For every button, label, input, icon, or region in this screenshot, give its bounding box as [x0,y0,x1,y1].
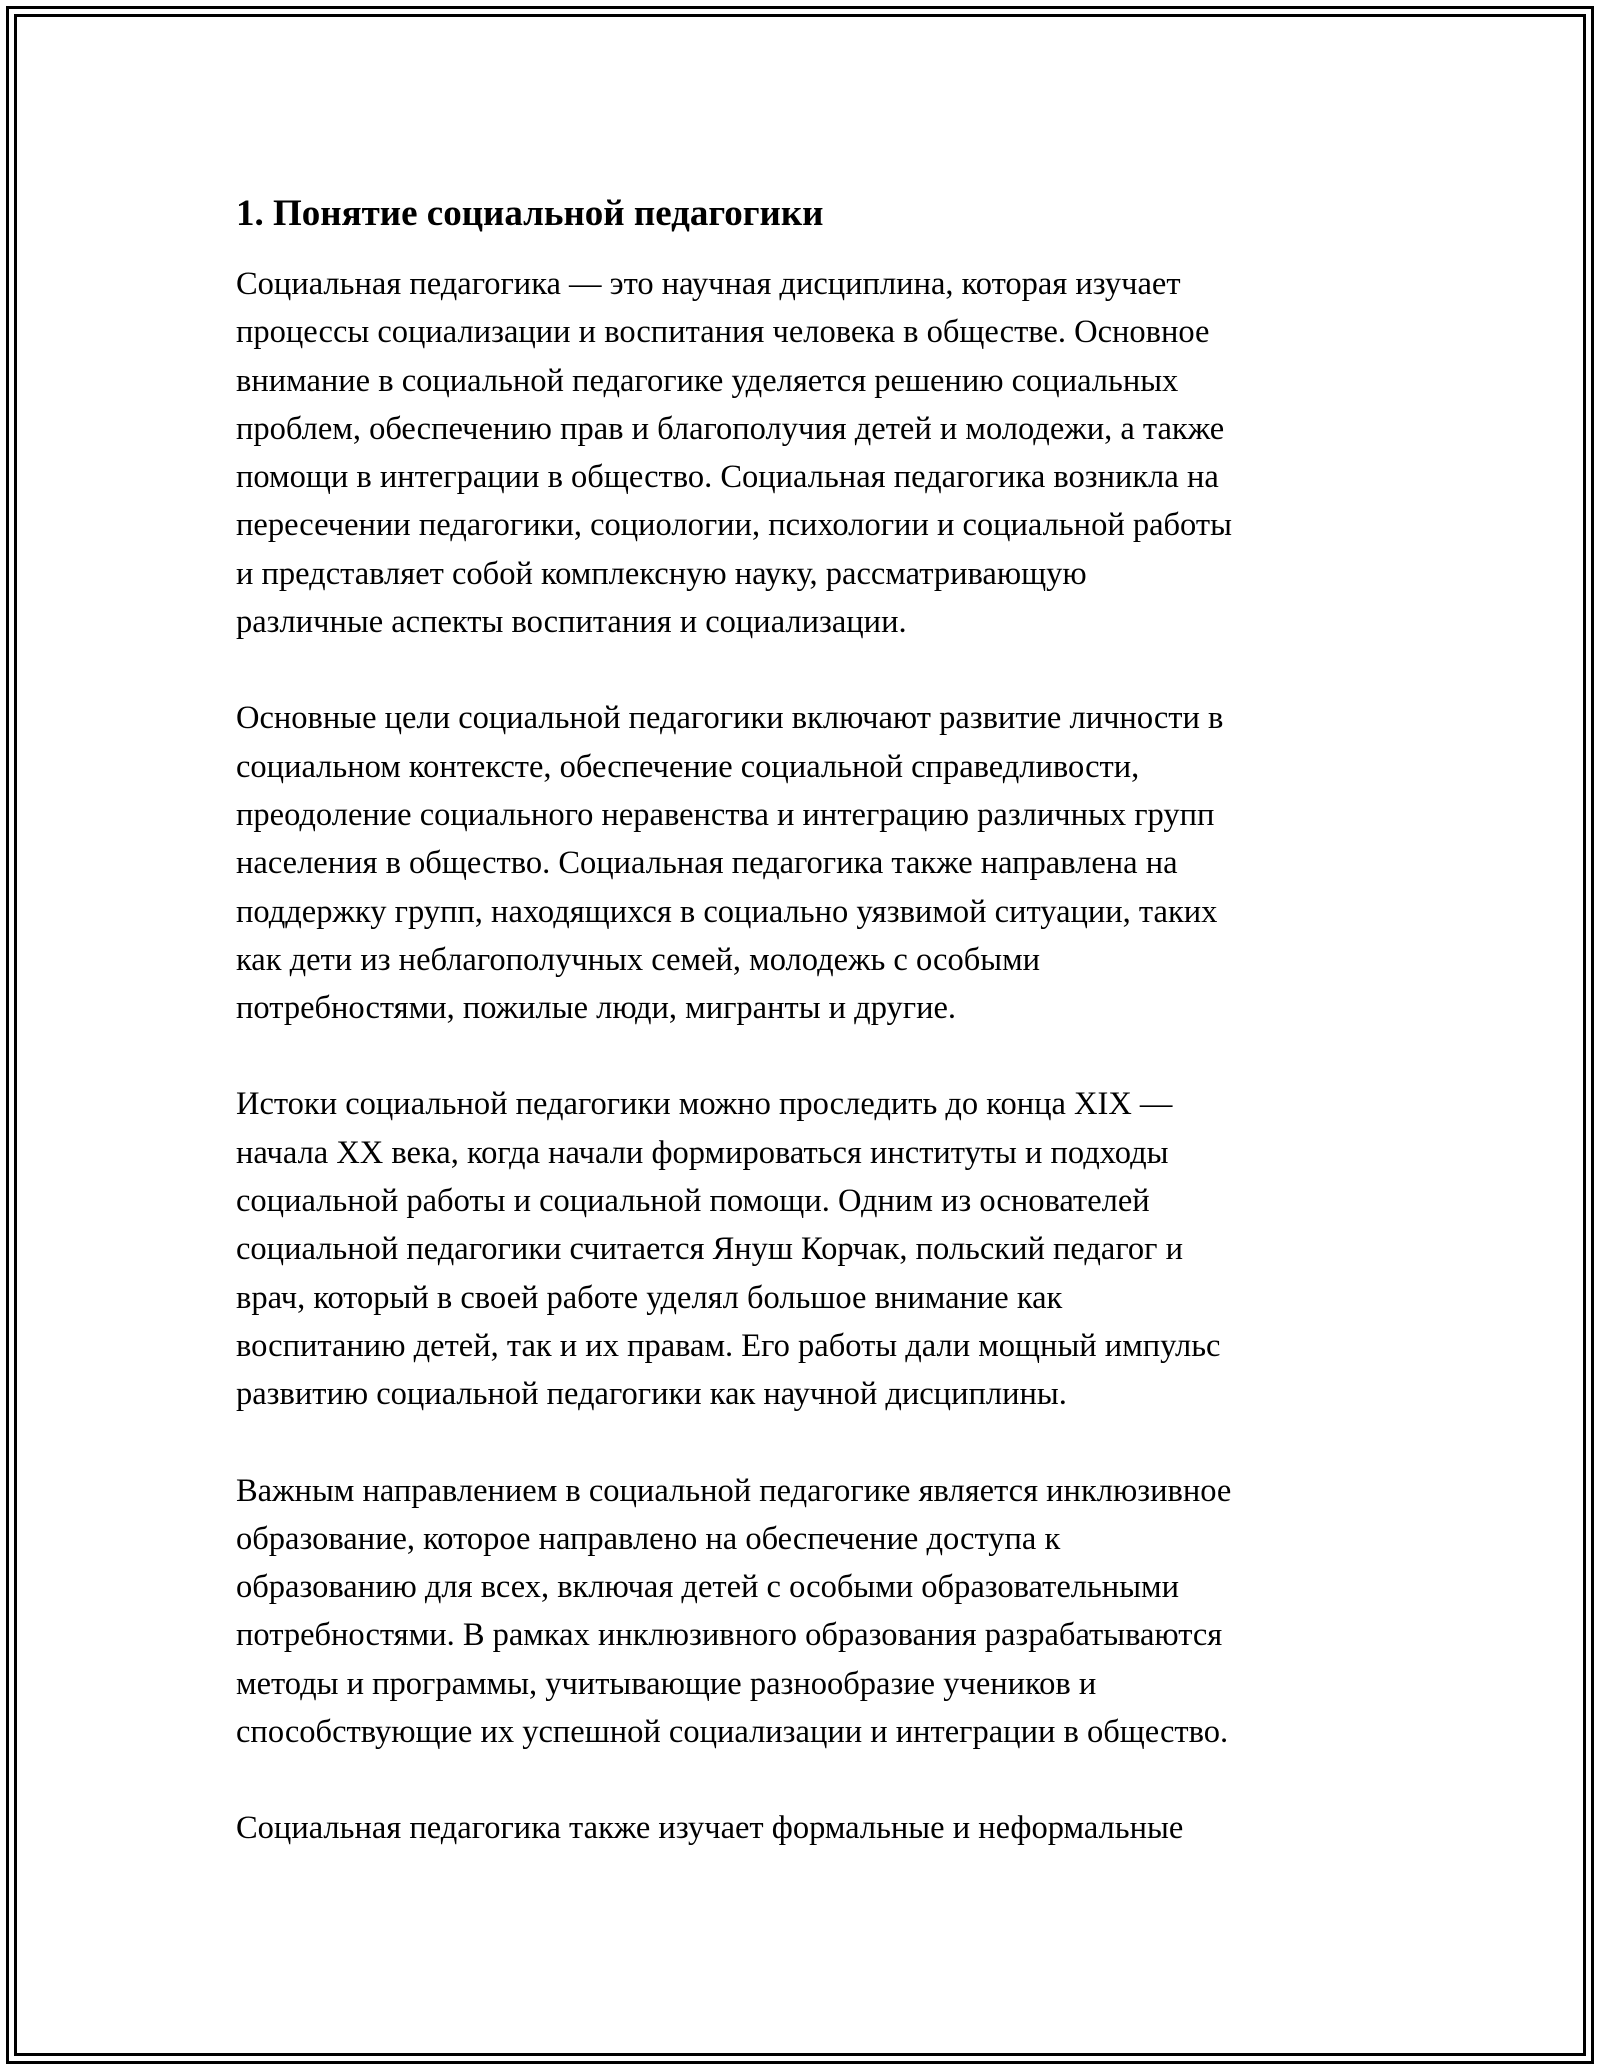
document-body [236,186,1386,1901]
paragraph-1: Социальная педагогика — это научная дисциплина, которая изучает процессы социализации и воспитания человека в обществе. Основное внимание в социальной педагогике уделяется решению социальных проблем, обеспечению прав и благополучия детей и молодежи, а также помощи в интеграции в общество. Социальная педагогика возникла на пересечении педагогики, социологии, психологии и социальной работы и представляет собой комплексную науку, рассматривающую различные аспекты воспитания и социализации. [236,266,1232,641]
paragraph-4: Важным направлением в социальной педагогике является инклюзивное образование, которое направлено на обеспечение доступа к образованию для всех, включая детей с особыми образовательными потребностями. В рамках инклюзивного образования разрабатываются методы и программы, учитывающие разнообразие учеников и способствующие их успешной социализации и интеграции в общество. [236,1472,1232,1751]
paragraph-5: Социальная педагогика также изучает формальные и неформальные [236,1810,1184,1847]
paragraph-2: Основные цели социальной педагогики включают развитие личности в социальном контексте, обеспечение социальной справедливости, преодоление социального неравенства и интеграцию различных групп населения в общество. Социальная педагогика также направлена на поддержку групп, находящихся в социально уязвимой ситуации, таких как дети из неблагополучных семей, молодежь с особыми потребностями, пожилые люди, мигранты и другие. [236,700,1224,1027]
section-heading: 1. Понятие социальной педагогики [236,193,824,234]
paragraph-3: Истоки социальной педагогики можно проследить до конца XIX — начала XX века, когда начали формироваться институты и подходы социальной работы и социальной помощи. Одним из основателей социальной педагогики считается Януш Корчак, польский педагог и врач, который в своей работе уделял большое внимание как воспитанию детей, так и их правам. Его работы дали мощный импульс развитию социальной педагогики как научной дисциплины. [236,1086,1221,1413]
